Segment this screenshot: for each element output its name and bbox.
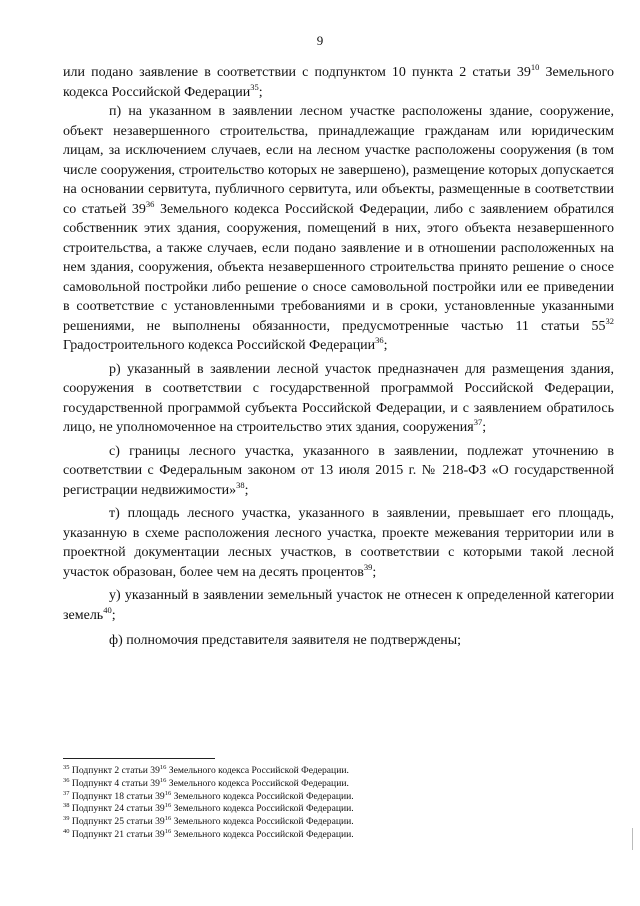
footnote-reference: 36 [375, 335, 384, 345]
footnote-reference: 35 [250, 81, 259, 92]
footnote-35 [63, 765, 603, 778]
paragraph-text: п) на указанном в заявлении лесном участке расположены здание, сооружение, объект незавершенного строительства, принадлежащие гражданам или юридическим лицам, за исключением случаев, если на лесном участке расположены сооружения (в том числе сооружения, строительство которых не завершено), размещение которых допускается на основании сервитута, публичного сервитута, или объекты, размещенные в соответствии со статьей 39 [63, 104, 614, 217]
page-number: 9 [316, 33, 324, 48]
footnote-superscript: 16 [164, 815, 172, 823]
footnote-text-end: Земельного кодекса Российской Федерации. [166, 765, 349, 776]
footnote-superscript: 16 [164, 802, 172, 810]
footnote-text: Подпункт 25 статьи 39 [71, 816, 165, 828]
footnote-text: Подпункт 21 статьи 39 [71, 828, 165, 840]
paragraph-item-r [63, 360, 614, 438]
paragraph-text: Градостроительного кодекса Российской Федерации [63, 338, 376, 353]
footnote-reference: 10 [530, 62, 540, 72]
footnote-text: Подпункт 18 статьи 39 [71, 790, 165, 802]
paragraph-text: ; [111, 607, 116, 623]
footnote-superscript: 16 [159, 764, 167, 771]
footnote-superscript: 16 [164, 827, 172, 835]
footnote-text-end: Земельного кодекса Российской Федерации. [171, 790, 354, 802]
footnote-36 [63, 778, 603, 791]
footnote-text: Подпункт 2 статьи 39 [71, 765, 160, 776]
paragraph-text: р) указанный в заявлении лесной участок предназначен для размещения здания, сооружения в соответствии с государственной программой Российской Федерации, государственной программой субъекта Российской Федерации, и с заявлением обратилось лицо, не уполномоченное на строительство этих здания, сооружения [63, 361, 614, 435]
footnote-reference: 32 [605, 315, 614, 326]
footnote-reference: 40 [103, 604, 112, 615]
paragraph-item-p [63, 102, 614, 356]
paragraph-text: ; [372, 564, 377, 580]
paragraph-text: ; [244, 482, 249, 498]
paragraph-text: ; [482, 420, 487, 435]
footnote-number: 37 [63, 789, 70, 797]
footnote-superscript: 16 [159, 776, 167, 784]
paragraph-text: т) площадь лесного участка, указанного в заявлении, превышает его площадь, указанную в схеме расположения лесного участка, проекте межевания территории или в проектной документации лесных участков, в соответствии с которыми такой лесной участок образован, более чем на десять процентов [63, 506, 614, 580]
footnote-reference: 39 [363, 561, 373, 572]
document-body [63, 63, 614, 651]
footnote-text: Подпункт 4 статьи 39 [71, 777, 160, 789]
footnote-text-end: Земельного кодекса Российской Федерации. [171, 828, 354, 840]
paragraph-text: с) границы лесного участка, указанного в заявлении, подлежат уточнению в соответствии с Федеральным законом от 13 июля 2015 г. № 218-ФЗ «О государственной регистрации недвижимости» [63, 443, 614, 498]
footnotes [63, 765, 603, 842]
paragraph-text: или подано заявление в соответствии с подпунктом 10 пункта 2 статьи 39 [63, 65, 531, 80]
paragraph-continuation [63, 63, 614, 102]
footnote-text: Подпункт 24 статьи 39 [71, 803, 165, 815]
footnote-39 [63, 816, 603, 829]
footnote-text-end: Земельного кодекса Российской Федерации. [166, 777, 349, 789]
paragraph-text: ; [383, 338, 388, 353]
footnote-text-end: Земельного кодекса Российской Федерации. [171, 803, 354, 815]
paragraph-item-s [63, 442, 614, 501]
paragraph-item-f [63, 631, 614, 651]
paragraph-text: у) указанный в заявлении земельный участок не отнесен к определенной категории земель [63, 588, 614, 623]
paragraph-item-t [63, 504, 614, 582]
footnote-number: 36 [63, 776, 70, 784]
paragraph-text: Земельного кодекса Российской Федерации [63, 65, 614, 100]
footnote-number: 38 [63, 802, 70, 810]
footnote-reference: 37 [473, 417, 483, 427]
paragraph-text: Земельного кодекса Российской Федерации, либо с заявлением обратился собственник этих здания, сооружения, помещений в них, этого объекта незавершенного строительства, а также случаев, если подано заявление и в отношении расположенных на нем здания, сооружения, объекта незавершенного строительства принято решение о сносе самовольной постройки либо решение о сносе самовольной постройки или ее приведении в соответствие с установленными требованиями и в сроки, установленные указанными решениями, не выполнены обязанности, предусмотренные частью 11 статьи 55 [63, 201, 614, 334]
paragraph-text: ф) полномочия представителя заявителя не подтверждены; [109, 633, 462, 648]
footnote-text-end: Земельного кодекса Российской Федерации. [171, 816, 354, 828]
footnote-reference: 38 [236, 479, 245, 490]
footnote-separator [63, 758, 215, 759]
paragraph-text: ; [258, 84, 263, 100]
footnote-40 [63, 829, 603, 842]
footnote-number: 35 [63, 764, 70, 771]
footnote-superscript: 16 [164, 789, 172, 797]
scan-margin-mark [632, 828, 633, 850]
footnote-reference: 36 [145, 198, 155, 209]
footnote-number: 39 [63, 815, 70, 823]
footnote-37 [63, 791, 603, 804]
footnote-38 [63, 803, 603, 816]
paragraph-item-u [63, 586, 614, 625]
footnote-number: 40 [63, 827, 70, 835]
